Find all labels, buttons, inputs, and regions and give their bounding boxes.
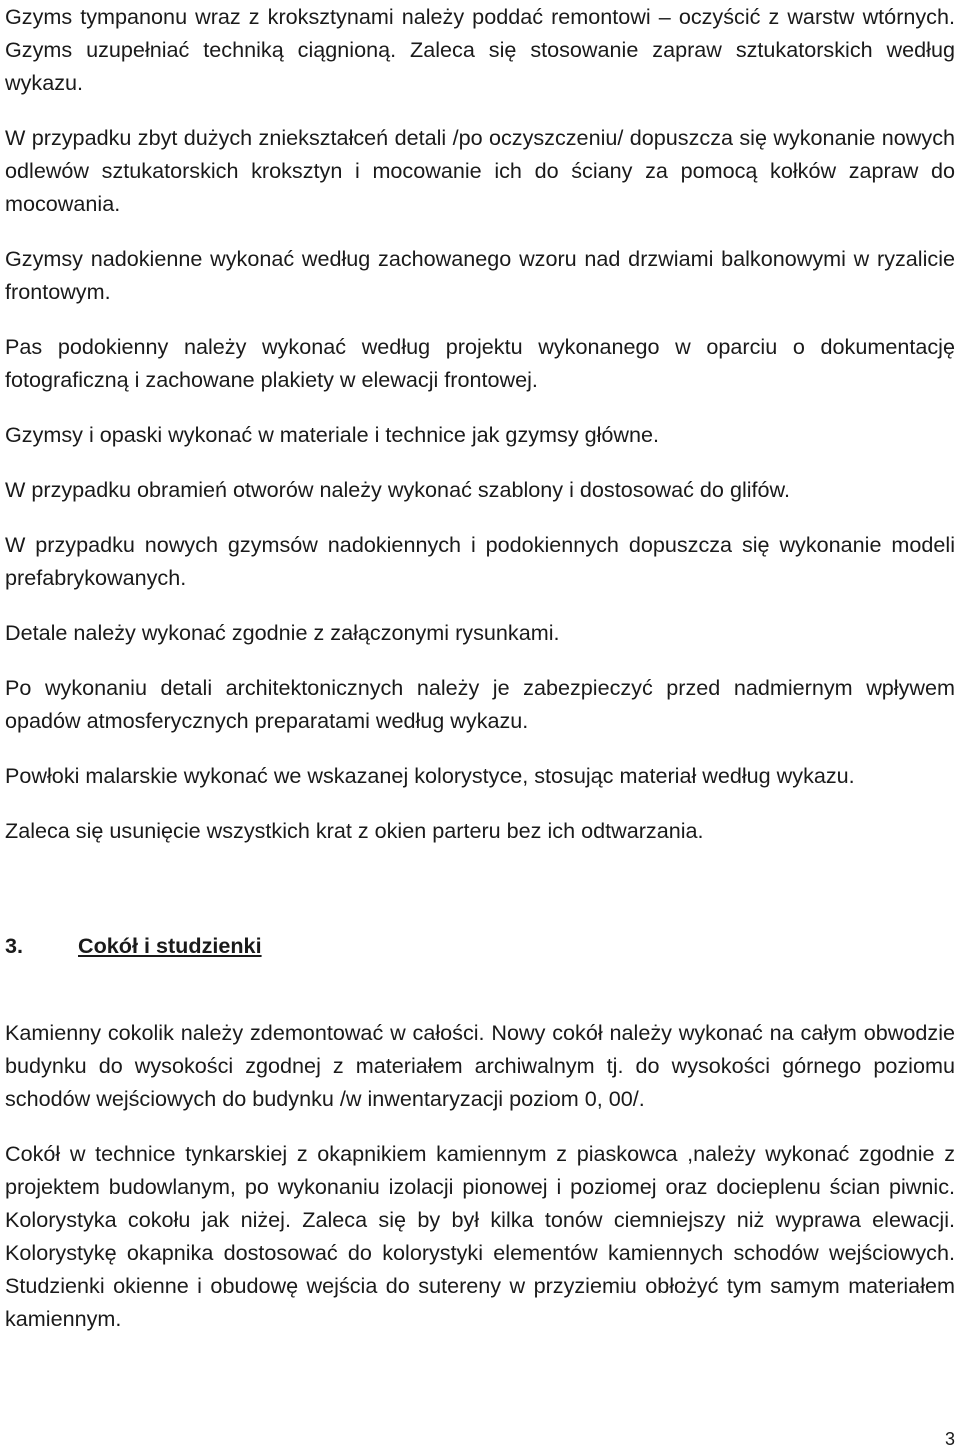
paragraph-drawings: Detale należy wykonać zgodnie z załączonymi rysunkami.: [5, 620, 560, 645]
paragraph-tympanon-cornice: Gzyms tympanonu wraz z kroksztynami należy poddać remontowi – oczyścić z warstw wtórnych. Gzyms uzupełniać techniką ciągnioną. Zaleca się stosowanie zapraw sztukatorskich według wykazu.: [5, 4, 955, 95]
section-title: Cokół i studzienki: [78, 933, 262, 958]
section-number: 3.: [5, 933, 24, 958]
paragraph-protection: Po wykonaniu detali architektonicznych należy je zabezpieczyć przed nadmiernym wpływem opadów atmosferycznych preparatami według wykazu.: [5, 675, 955, 733]
paragraph-window-cornices: Gzymsy nadokienne wykonać według zachowanego wzoru nad drzwiami balkonowymi w ryzalicie frontowym.: [5, 246, 955, 304]
paragraph-cornices-trims: Gzymsy i opaski wykonać w materiale i technice jak gzymsy główne.: [5, 422, 660, 447]
paragraph-window-grilles: Zaleca się usunięcie wszystkich krat z okien parteru bez ich odtwarzania.: [5, 818, 704, 843]
paragraph-paint-coats: Powłoki malarskie wykonać we wskazanej kolorystyce, stosując materiał według wykazu.: [5, 763, 855, 788]
document-page: [5, 0, 955, 1335]
paragraph-distortion-details: W przypadku zbyt dużych zniekształceń detali /po oczyszczeniu/ dopuszcza się wykonanie nowych odlewów sztukatorskich kroksztyn i mocowanie ich do ściany za pomocą kołków zapraw do mocowania.: [5, 125, 955, 216]
paragraph-stone-plinth: Kamienny cokolik należy zdemontować w całości. Nowy cokół należy wykonać na całym obwodzie budynku do wysokości zgodnej z materiałem archiwalnym tj. do wysokości górnego poziomu schodów wejściowych do budynku /w inwentaryzacji poziom 0, 00/.: [5, 1020, 955, 1111]
paragraph-opening-frames: W przypadku obramień otworów należy wykonać szablony i dostosować do glifów.: [5, 477, 790, 502]
section-heading: [5, 929, 955, 962]
paragraph-prefab-models: W przypadku nowych gzymsów nadokiennych i podokiennych dopuszcza się wykonanie modeli prefabrykowanych.: [5, 532, 955, 590]
paragraph-plaster-plinth: Cokół w technice tynkarskiej z okapnikiem kamiennym z piaskowca ,należy wykonać zgodnie z projektem budowlanym, po wykonaniu izolacji pionowej i poziomej oraz docieplenu ścian piwnic. Kolorystyka cokołu jak niżej. Zaleca się by był kilka tonów ciemniejszy niż wyprawa elewacji. Kolorystykę okapnika dostosować do kolorystyki elementów kamiennych schodów wejściowych. Studzienki okienne i obudowę wejścia do sutereny w przyziemiu obłożyć tym samym materiałem kamiennym.: [5, 1141, 955, 1331]
page-number: 3: [944, 1429, 955, 1449]
paragraph-sill-band: Pas podokienny należy wykonać według projektu wykonanego w oparciu o dokumentację fotograficzną i zachowane plakiety w elewacji frontowej.: [5, 334, 955, 392]
